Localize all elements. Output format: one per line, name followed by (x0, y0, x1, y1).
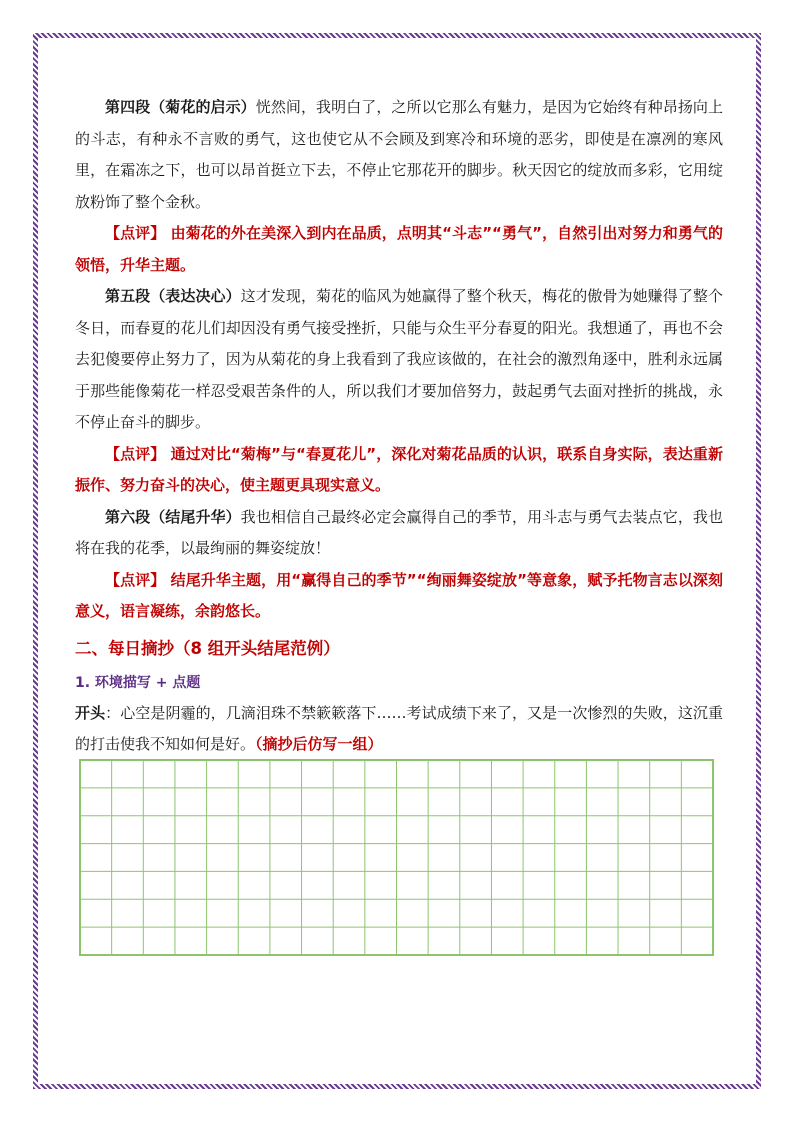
paragraph-4 (75, 92, 723, 218)
item-1-title: 1. 环境描写 + 点题 (75, 674, 201, 691)
paragraph-5-text: 这才发现，菊花的临风为她赢得了整个秋天，梅花的傲骨为她赚得了整个冬日，而春夏的花儿们却因没有勇气接受挫折，只能与众生平分春夏的阳光。我想通了，再也不会去犯傻要停止努力了，因为从菊花的身上我看到了我应该做的，在社会的激烈角逐中，胜利永远属于那些能像菊花一样忍受艰苦条件的人，所以我们才要加倍努力，鼓起勇气去面对挫折的挑战，永不停止奋斗的脚步。 (75, 287, 723, 431)
paragraph-6-text: 我也相信自己最终必定会赢得自己的季节，用斗志与勇气去装点它，我也将在我的花季，以最绚丽的舞姿绽放！ (75, 507, 723, 557)
item-1-opening (75, 698, 723, 761)
paragraph-6-heading: 第六段（结尾升华） (105, 507, 241, 526)
comment-5: 【点评】 通过对比“菊梅”与“春夏花儿”，深化对菊花品质的认识，联系自身实际，表达重新振作、努力奋斗的决心，使主题更具现实意义。 (75, 444, 723, 494)
paragraph-4-text: 恍然间，我明白了，之所以它那么有魅力，是因为它始终有种昂扬向上的斗志，有种永不言败的勇气，这也使它从不会顾及到寒冷和环境的恶劣，即使是在凛冽的寒风里，在霜冻之下，也可以昂首挺立下去，不停止它那花开的脚步。秋天因它的绽放而多彩，它用绽放粉饰了整个金秋。 (75, 98, 723, 211)
writing-grid-lines (79, 759, 714, 956)
document-body (75, 92, 723, 761)
writing-grid[interactable] (79, 759, 714, 956)
paragraph-4-heading: 第四段（菊花的启示） (105, 98, 256, 116)
comment-6: 【点评】 结尾升华主题，用“赢得自己的季节”“绚丽舞姿绽放”等意象，赋予托物言志以深刻意义，语言凝练，余韵悠长。 (75, 570, 723, 620)
paragraph-5 (75, 281, 723, 439)
paragraph-6 (75, 502, 723, 565)
opening-label: 开头 (75, 703, 106, 722)
copy-instruction: （摘抄后仿写一组） (255, 735, 383, 753)
paragraph-5-heading: 第五段（表达决心） (105, 287, 241, 305)
opening-text: ：心空是阴霾的，几滴泪珠不禁簌簌落下……考试成绩下来了，又是一次惨烈的失败，这沉重的打击使我不知如何是好。 (75, 703, 723, 753)
section-2-title: 二、每日摘抄（8 组开头结尾范例） (75, 638, 340, 658)
comment-4: 【点评】 由菊花的外在美深入到内在品质，点明其“斗志”“勇气”，自然引出对努力和勇气的领悟，升华主题。 (75, 224, 723, 274)
